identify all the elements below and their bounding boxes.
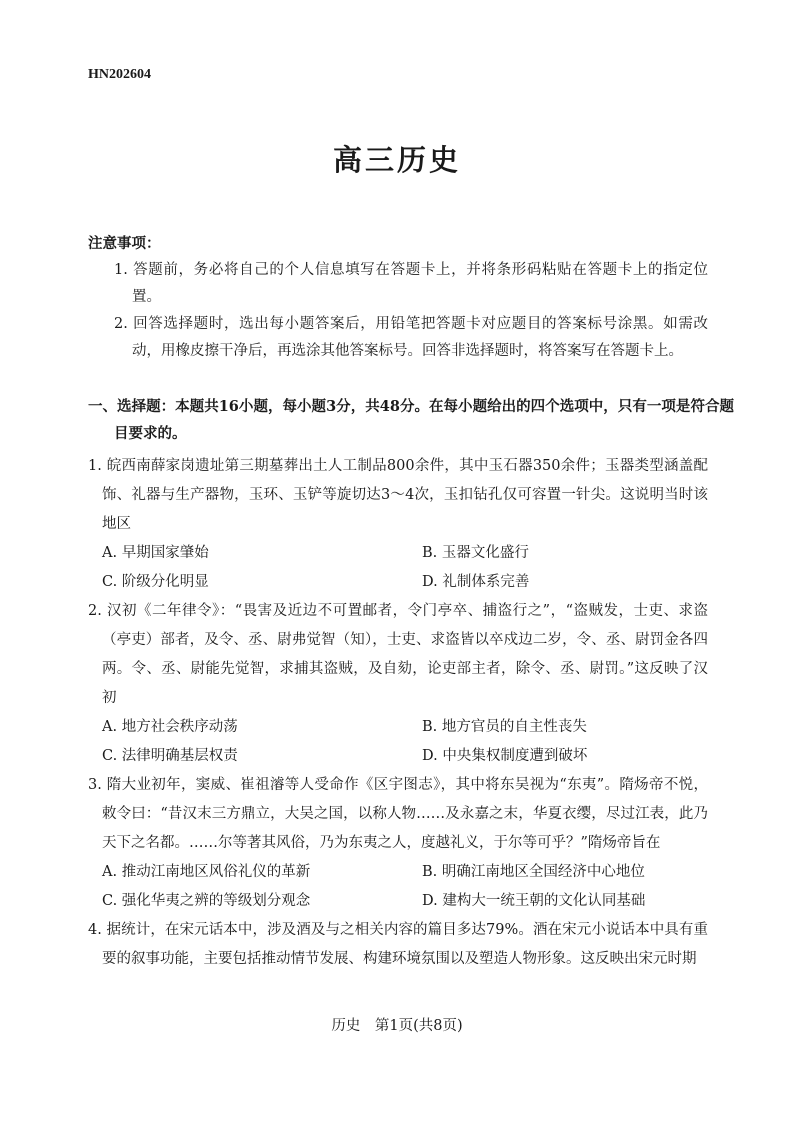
question-stem: 3. 隋大业初年，窦威、崔祖濬等人受命作《区宇图志》，其中将东吴视为“东夷”。隋炀帝不悦，敕令曰：“昔汉末三方鼎立，大吴之国，以称人物……及永嘉之末，华夏衣缨，尽过江表，此乃天下之名都。……尔等著其风俗，乃为东夷之人，度越礼义，于尔等可乎？”隋炀帝旨在 [88,777,708,851]
question-2 [88,597,708,771]
page-footer: 历史 第1页(共8页) [331,1018,463,1034]
section-heading: 一、选择题：本题共16小题，每小题3分，共48分。在每小题给出的四个选项中，只有一项是符合题目要求的。 [88,398,734,442]
option-d: D. 中央集权制度遭到破坏 [422,748,588,764]
option-c: C. 阶级分化明显 [102,574,209,590]
option-grid [88,539,708,597]
option-c: C. 强化华夷之辨的等级划分观念 [102,893,311,909]
question-1 [88,452,708,597]
option-d: D. 礼制体系完善 [422,574,530,590]
notice-block [88,230,708,365]
question-4 [88,916,708,974]
option-c: C. 法律明确基层权责 [102,748,238,764]
page-title: 高三历史 [332,143,461,177]
question-stem: 4. 据统计，在宋元话本中，涉及酒及与之相关内容的篇目多达79%。酒在宋元小说话本中具有重要的叙事功能，主要包括推动情节发展、构建环境氛围以及塑造人物形象。这反映出宋元时期 [88,922,708,967]
notice-item: 1. 答题前，务必将自己的个人信息填写在答题卡上，并将条形码粘贴在答题卡上的指定位置。 [114,262,708,305]
option-a: A. 早期国家肇始 [102,545,209,561]
question-stem: 2. 汉初《二年律令》：“畏害及近边不可置邮者，令门亭卒、捕盗行之”，“盗贼发，士吏、求盗（亭吏）部者，及令、丞、尉弗觉智（知），士吏、求盗皆以卒戍边二岁，令、丞、尉罚金各四两。令、丞、尉能先觉智，求捕其盗贼，及自劾，论吏部主者，除令、丞、尉罚。”这反映了汉初 [88,603,708,706]
option-a: A. 地方社会秩序动荡 [102,719,238,735]
question-list [88,452,708,974]
question-3 [88,771,708,916]
option-grid [88,858,708,916]
option-a: A. 推动江南地区风俗礼仪的革新 [102,864,311,880]
option-b: B. 地方官员的自主性丧失 [422,719,587,735]
notice-item: 2. 回答选择题时，选出每小题答案后，用铅笔把答题卡对应题目的答案标号涂黑。如需改动，用橡皮擦干净后，再选涂其他答案标号。回答非选择题时，将答案写在答题卡上。 [114,316,708,359]
option-b: B. 明确江南地区全国经济中心地位 [422,864,645,880]
exam-code: HN202604 [88,67,151,82]
question-stem: 1. 皖西南薛家岗遗址第三期墓葬出土人工制品800余件，其中玉石器350余件；玉器类型涵盖配饰、礼器与生产器物，玉环、玉铲等旋切达3～4次，玉扣钻孔仅可容置一针尖。这说明当时该地区 [88,458,708,532]
notice-title: 注意事项： [88,235,161,252]
option-d: D. 建构大一统王朝的文化认同基础 [422,893,646,909]
option-b: B. 玉器文化盛行 [422,545,529,561]
option-grid [88,713,708,771]
